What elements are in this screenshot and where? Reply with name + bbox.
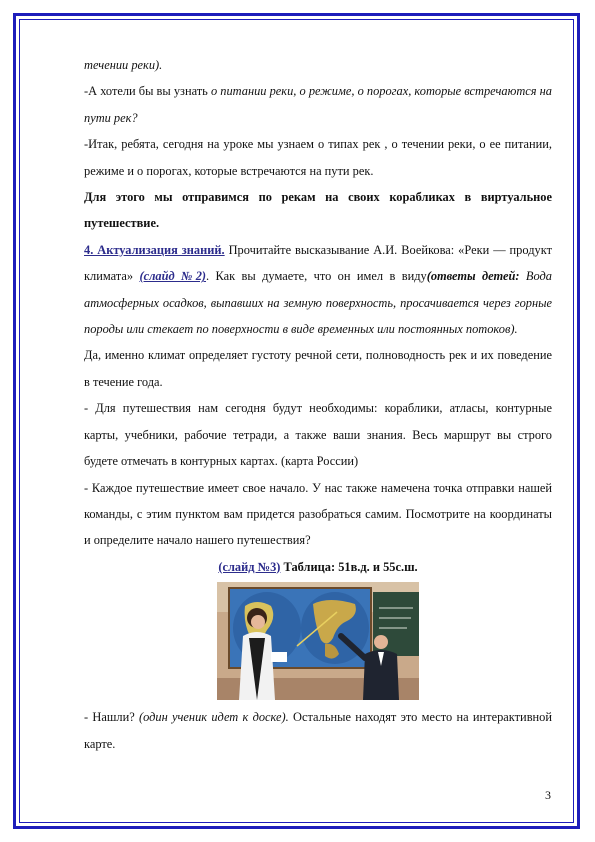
page-number: 3 (545, 788, 551, 802)
paragraph-1: течении реки). (84, 58, 163, 72)
paragraph-10: - Нашли? (один ученик идет к доске). Остальные находят это место на интерактивной карте. (84, 710, 552, 751)
paragraph-3: -Итак, ребята, сегодня на уроке мы узнаем о типах рек , о течении реки, о ее питании, режиме и о порогах, которые встречаются на пути рек. (84, 137, 552, 178)
paragraph-8: - Каждое путешествие имеет свое начало. У нас также намечена точка отправки нашей команды, с этим пунктом вам придется разобраться самим. Посмотрите на координаты и определите начало нашего путешествия? (84, 480, 552, 548)
paragraph-7: - Для путешествия нам сегодня будут необходимы: кораблики, атласы, контурные карты, учебники, рабочие тетради, а также ваши знания. Весь маршрут вы строго будете отмечать в контурных картах. (карта России) (84, 401, 552, 469)
paragraph-9: (слайд №3) Таблица: 51в.д. и 55с.ш. (218, 559, 418, 574)
document-body (84, 52, 552, 757)
classroom-photo (217, 582, 419, 700)
section-heading: 4. Актуализация знаний. (84, 242, 225, 257)
paragraph-2: -А хотели бы вы узнать о питании реки, о режиме, о порогах, которые встречаются на пути рек? (84, 84, 553, 125)
paragraph-6: Да, именно климат определяет густоту речной сети, полноводность рек и их поведение в течение года. (84, 348, 552, 389)
paragraph-5: 4. Актуализация знаний. Прочитайте высказывание А.И. Воейкова: «Реки — продукт климата» (слайд №2). Как вы думаете, что он имел в виду(ответы детей: Вода атмосферных осадков, выпавших на земную поверхность, просачивается через горные породы или стекает по поверхности в виде временных или постоянных потоков). (84, 242, 552, 337)
paragraph-4: Для этого мы отправимся по рекам на своих корабликах в виртуальное путешествие. (84, 190, 552, 231)
photo-container (84, 582, 552, 700)
slide-ref-2: (слайд №2) (139, 269, 207, 284)
slide-ref-3: (слайд №3) (218, 559, 281, 574)
